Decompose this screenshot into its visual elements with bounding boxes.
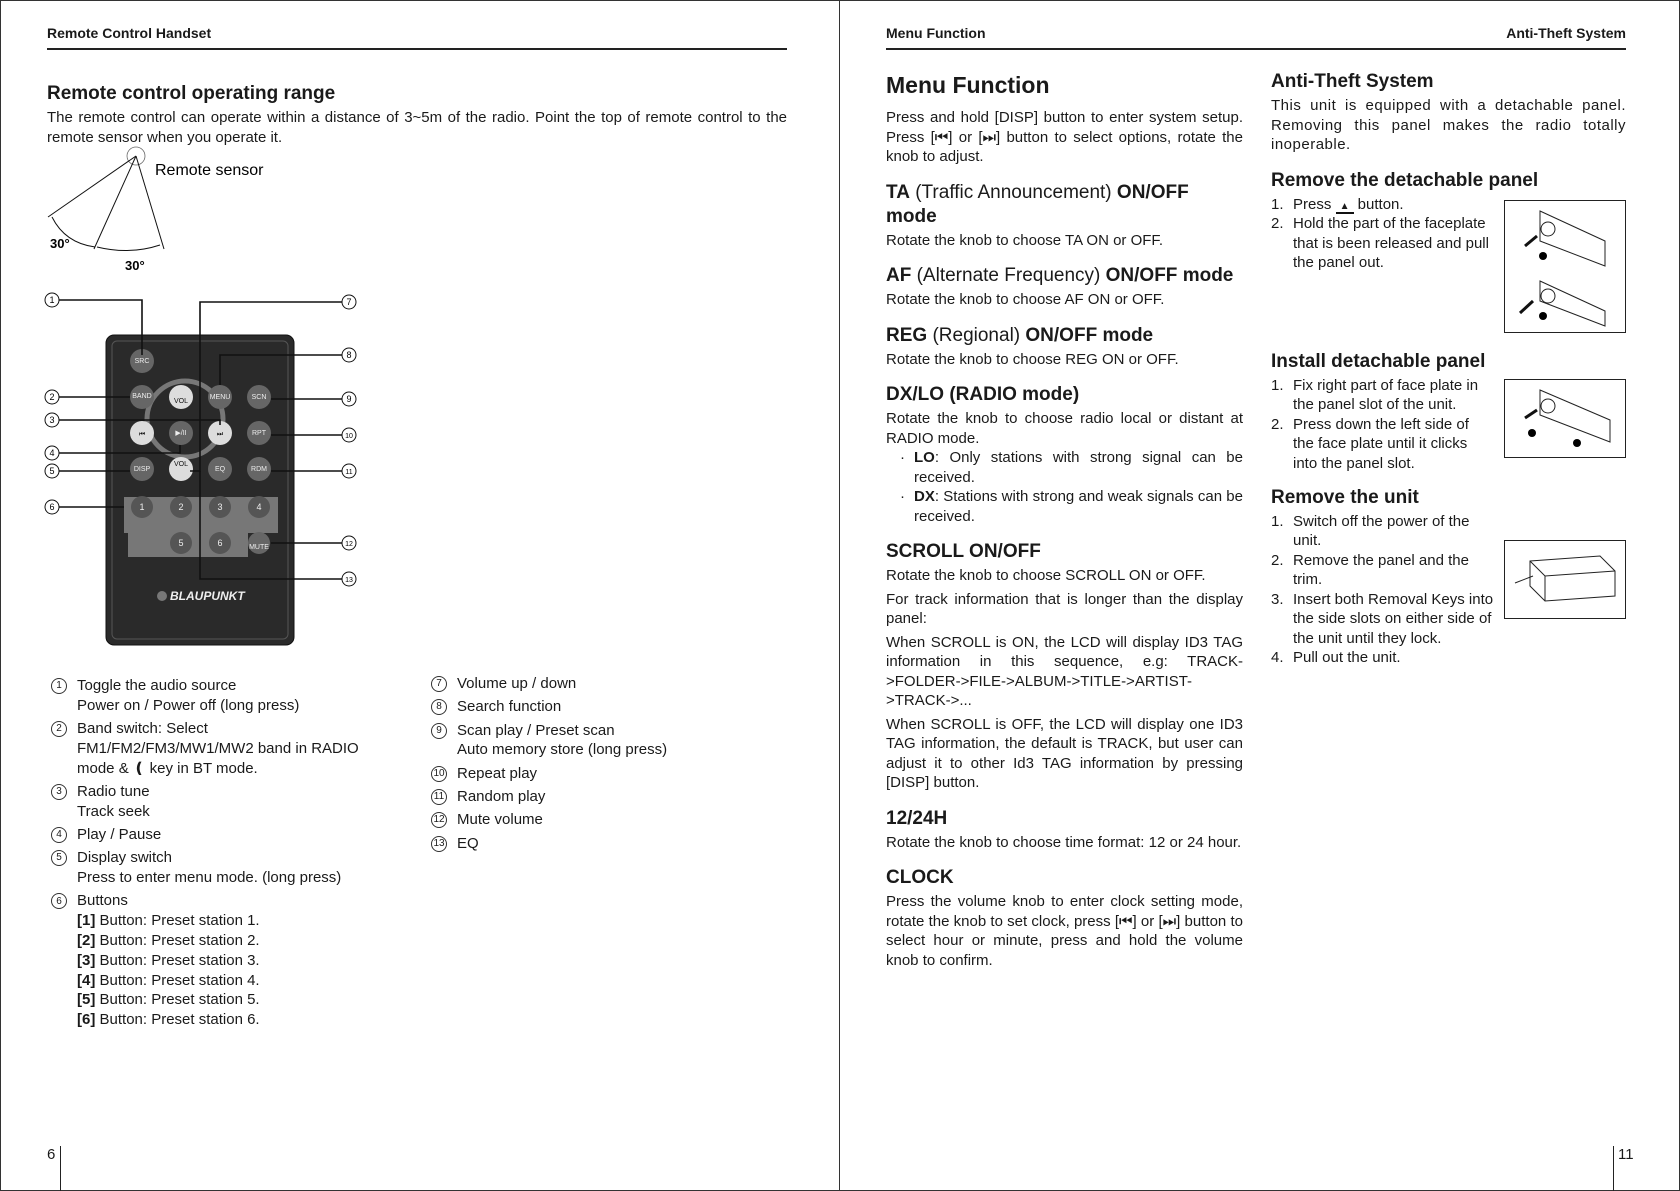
af-label: AF	[886, 265, 912, 286]
eject-icon: ▲	[1336, 202, 1354, 214]
preset-6-button: 6	[217, 538, 223, 548]
header-rule	[886, 48, 1626, 50]
callout-11: 11	[345, 469, 353, 476]
legend-line: Search function	[457, 698, 562, 716]
rpt-button: RPT	[252, 430, 266, 437]
reg-mode: ON/OFF mode	[1025, 324, 1154, 346]
sensor-angle-diagram	[40, 145, 300, 280]
legend-number: 5	[51, 850, 67, 866]
legend-item	[431, 787, 731, 807]
legend-line: Band switch: Select	[77, 720, 208, 738]
legend-line: Scan play / Preset scan	[457, 721, 615, 739]
lo-text: : Only stations with strong signal can be received.	[914, 449, 1243, 486]
reg-label: REG	[886, 324, 928, 346]
step-num: 1.	[1271, 376, 1284, 394]
preset-line: [5] Button: Preset station 5.	[77, 991, 260, 1009]
legend-text	[77, 848, 341, 888]
legend-item	[51, 825, 431, 845]
preset-line: [6] Button: Preset station 6.	[77, 1011, 260, 1029]
remote-control-illustration	[40, 285, 370, 650]
scroll-p4: When SCROLL is OFF, the LCD will display one ID3 TAG information, the default is TRACK, but user can adjust it to other Id3 TAG information by pressing [DISP] button.	[886, 715, 1243, 791]
legend-text	[77, 891, 260, 1030]
right-header-left: Menu Function	[886, 25, 986, 41]
step-num: 3.	[1271, 590, 1284, 608]
ta-mode: ON/OFF mode	[886, 181, 1189, 227]
dx-text: Rotate the knob to choose radio local or distant at RADIO mode.	[886, 410, 1243, 447]
scroll-title: SCROLL ON/OFF	[886, 541, 1041, 562]
ta-desc: (Traffic Announcement)	[909, 181, 1117, 203]
legend-number: 10	[431, 766, 447, 782]
h12-title: 12/24H	[886, 807, 948, 829]
scroll-p3: When SCROLL is ON, the LCD will display ID3 TAG information in this sequence, e.g: TRACK- >FOLDER->FILE->ALBUM->TITLE->ARTIST->TRACK->...	[886, 633, 1243, 709]
callout-2: 2	[49, 392, 55, 402]
legend-line: Power on / Power off (long press)	[77, 696, 300, 714]
step-num: 2.	[1271, 215, 1284, 232]
legend-line: Volume up / down	[457, 675, 577, 692]
scroll-p1: Rotate the knob to choose SCROLL ON or OFF.	[886, 567, 1206, 584]
step-num: 1.	[1271, 512, 1284, 530]
dx-title: DX/LO (RADIO mode)	[886, 384, 1080, 405]
preset-4-button: 4	[256, 502, 262, 512]
legend-item	[51, 676, 431, 716]
legend-number: 8	[431, 699, 447, 715]
step-num: 2.	[1271, 415, 1284, 433]
menu-function-column: Menu Function Press and hold [DISP] button to enter system setup. Press [⏮] or [⏭] button to select options, rotate the knob to adjust. TA (Traffic Announcement) ON/OFF mode Rotate the knob to choose TA ON or OFF. AF (Alternate Frequency) ON/OFF mode Rotate the knob to choose AF ON or OFF. REG (Regional) ON/OFF mode Rotate the knob to choose REG ON or OFF. DX/LO (RADIO mode) Rotate the knob to choose radio local or distant at RADIO mode. · LO: Only stations with strong signal can be received. · DX: Stations with strong and weak signals can be received. SCROLL ON/OFF Rotate the knob to choose SCROLL ON or OFF. For track information that is longer than the display panel: When SCROLL is ON, the LCD will display ID3 TAG information in this sequence, e.g: TRACK- >FOLDER->FILE->ALBUM->TITLE->ARTIST->TRACK->... When SCROLL is OFF, the LCD will display one ID3 TAG information, the default is TRACK, but user can adjust it to other Id3 TAG information by pressing [DISP] button. 12/24H Rotate the knob to choose time format: 12 or 24 hour. CLOCK Press the volume knob to enter clock setting mode, rotate the knob to set clock, press [⏮] or [⏭] button to select hour or minute, press and hold the volume knob to confirm.	[886, 72, 1243, 969]
preset-line: [4] Button: Preset station 4.	[77, 971, 260, 989]
mute-button: MUTE	[249, 544, 269, 551]
callout-12: 12	[345, 541, 353, 548]
legend-line: Press to enter menu mode. (long press)	[77, 869, 342, 887]
angle-line-left	[48, 156, 136, 217]
step-text: button.	[1353, 195, 1404, 213]
reg-desc: (Regional)	[927, 324, 1026, 346]
remove-unit-illustration	[1504, 540, 1626, 619]
legend-line: Repeat play	[457, 764, 538, 782]
vol-up-button: VOL	[173, 398, 189, 405]
band-button: BAND	[132, 393, 152, 400]
legend-text	[77, 719, 359, 778]
legend-text	[457, 764, 537, 784]
step-text: Remove the panel and the trim.	[1293, 551, 1469, 588]
preset-2-button: 2	[178, 502, 184, 512]
legend-text	[77, 676, 299, 716]
range-section	[47, 82, 787, 147]
step-num: 4.	[1271, 649, 1284, 666]
page-number-left: 6	[47, 1146, 56, 1163]
legend-text	[77, 782, 150, 822]
legend-item	[431, 810, 731, 830]
af-mode: ON/OFF mode	[1105, 265, 1234, 286]
range-text: The remote control can operate within a distance of 3~5m of the radio. Point the top of remote control to the remote sensor when you operate it.	[47, 109, 787, 146]
callout-13: 13	[345, 577, 353, 584]
legend-number: 11	[431, 789, 447, 805]
legend-text	[457, 697, 561, 717]
legend-line: EQ	[457, 834, 479, 852]
scroll-p2: For track information that is longer than the display panel:	[886, 590, 1243, 627]
step-text: Hold the part of the faceplate that is been released and pull the panel out.	[1293, 215, 1489, 271]
callout-5: 5	[49, 466, 55, 476]
install-title: Install detachable panel	[1271, 350, 1486, 372]
preset-line: [2] Button: Preset station 2.	[77, 932, 260, 950]
legend-item	[51, 848, 431, 888]
header-rule	[47, 48, 787, 50]
legend-item	[431, 834, 731, 854]
remove-panel-illustration	[1504, 200, 1626, 333]
legend-line: Track seek	[77, 802, 150, 820]
callout-1: 1	[49, 295, 55, 305]
vol-down-button: VOL	[173, 461, 189, 468]
legend-line: Radio tune	[77, 782, 150, 800]
arc-right	[97, 245, 160, 251]
reg-text: Rotate the knob to choose REG ON or OFF.	[886, 350, 1179, 368]
dx-desc: : Stations with strong and weak signals can be received.	[914, 488, 1243, 525]
left-header: Remote Control Handset	[47, 25, 212, 41]
legend-text	[457, 834, 479, 854]
legend-number: 12	[431, 812, 447, 828]
menu-intro: Press and hold [DISP] button to enter system setup. Press [⏮] or [⏭] button to select options, rotate the knob to adjust.	[886, 109, 1243, 165]
legend-line: Random play	[457, 787, 546, 805]
step-text: Press down the left side of the face plate until it clicks into the panel slot.	[1293, 415, 1469, 472]
legend-item	[51, 891, 431, 1030]
legend-line: Toggle the audio source	[77, 677, 237, 694]
legend-right	[431, 674, 731, 857]
callout-4: 4	[49, 448, 55, 458]
legend-left	[51, 676, 431, 1034]
step-num: 2.	[1271, 551, 1284, 569]
step-text: Switch off the power of the unit.	[1293, 512, 1470, 549]
legend-line: mode & ❪ key in BT mode.	[77, 759, 258, 777]
menu-title: Menu Function	[886, 72, 1050, 98]
preset-1-button: 1	[139, 502, 145, 512]
legend-line: Auto memory store (long press)	[457, 741, 668, 759]
step-num: 1.	[1271, 195, 1284, 213]
legend-item	[51, 719, 431, 778]
legend-line: Display switch	[77, 849, 173, 867]
anti-title: Anti-Theft System	[1271, 71, 1434, 92]
legend-number: 6	[51, 893, 67, 909]
legend-number: 1	[51, 678, 67, 694]
page-number-rule	[1613, 1146, 1614, 1191]
callout-7: 7	[346, 297, 352, 307]
step-text: Pull out the unit.	[1293, 649, 1401, 666]
preset-3-button: 3	[217, 502, 223, 512]
legend-text	[457, 674, 576, 694]
h12-text: Rotate the knob to choose time format: 12 or 24 hour.	[886, 833, 1242, 851]
preset-line: [1] Button: Preset station 1.	[77, 912, 260, 930]
callout-8: 8	[346, 350, 352, 360]
legend-number: 4	[51, 827, 67, 843]
legend-text	[457, 787, 545, 807]
scn-button: SCN	[251, 394, 267, 401]
legend-item	[51, 782, 431, 822]
legend-item	[431, 674, 731, 694]
angle-label-2: 30°	[125, 258, 145, 273]
legend-line: FM1/FM2/FM3/MW1/MW2 band in RADIO	[77, 739, 359, 757]
lo-key: LO	[914, 449, 935, 466]
remote-brand-logo: BLAUPUNKT	[170, 589, 245, 603]
next-button: ⏭	[216, 431, 224, 438]
step-text: Fix right part of face plate in the panel slot of the unit.	[1293, 376, 1479, 413]
sensor-label: Remote sensor	[155, 162, 264, 179]
remove-panel-title: Remove the detachable panel	[1271, 169, 1539, 191]
eq-button: EQ	[214, 466, 226, 473]
legend-line: Buttons	[77, 892, 128, 910]
prev-button: ⏮	[138, 431, 146, 438]
rdm-button: RDM	[251, 466, 267, 473]
dx-key: DX	[914, 488, 935, 505]
page-number-right: 11	[1618, 1146, 1634, 1163]
legend-line: Mute volume	[457, 811, 543, 829]
menu-button: MENU	[209, 394, 231, 401]
legend-text	[457, 721, 667, 761]
callout-9: 9	[346, 394, 352, 404]
legend-number: 7	[431, 676, 447, 692]
callout-3: 3	[49, 415, 55, 425]
step-text: Insert both Removal Keys into the side slots on either side of the unit until they lock.	[1293, 590, 1494, 647]
angle-label-1: 30°	[50, 236, 70, 251]
page-number-rule	[60, 1146, 61, 1191]
anti-text: This unit is equipped with a detachable panel. Removing this panel makes the radio totally inoperable.	[1271, 97, 1626, 153]
src-button: SRC	[134, 358, 150, 365]
legend-number: 13	[431, 836, 447, 852]
af-text: Rotate the knob to choose AF ON or OFF.	[886, 291, 1165, 308]
legend-number: 3	[51, 784, 67, 800]
legend-line: Play / Pause	[77, 826, 162, 844]
legend-item	[431, 764, 731, 784]
preset-5-button: 5	[178, 538, 184, 548]
page-divider	[839, 0, 840, 1191]
install-panel-illustration	[1504, 379, 1626, 458]
step-text: Press	[1293, 195, 1336, 213]
legend-number: 9	[431, 723, 447, 739]
legend-item	[431, 721, 731, 761]
callout-10: 10	[345, 433, 353, 440]
range-title: Remote control operating range	[47, 83, 336, 104]
disp-button: DISP	[133, 466, 151, 473]
play-pause-button: ▶/II	[175, 430, 187, 437]
clock-title: CLOCK	[886, 867, 954, 888]
af-desc: (Alternate Frequency)	[911, 265, 1106, 286]
legend-number: 2	[51, 721, 67, 737]
legend-text	[457, 810, 543, 830]
preset-line: [3] Button: Preset station 3.	[77, 951, 260, 969]
legend-item	[431, 697, 731, 717]
legend-text	[77, 825, 161, 845]
ta-label: TA	[886, 181, 910, 203]
callout-6: 6	[49, 502, 55, 512]
right-header-right: Anti-Theft System	[1506, 25, 1626, 41]
remove-unit-title: Remove the unit	[1271, 486, 1419, 508]
clock-text: Press the volume knob to enter clock setting mode, rotate the knob to set clock, press [⏮] or [⏭] button to select hour or minute, press and hold the volume knob to confirm.	[886, 893, 1243, 969]
ta-text: Rotate the knob to choose TA ON or OFF.	[886, 231, 1164, 249]
